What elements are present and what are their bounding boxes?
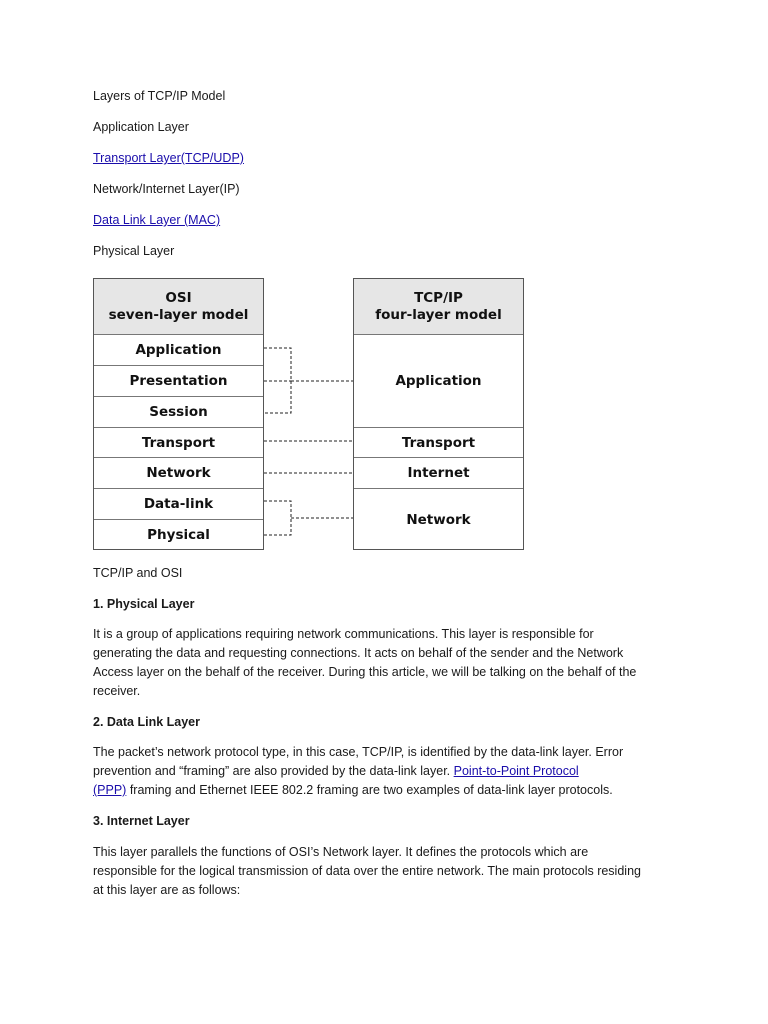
paragraph-line: at this layer are as follows:	[93, 883, 241, 897]
toc-link-datalink[interactable]: Data Link Layer (MAC)	[93, 213, 221, 227]
osi-layer-datalink: Data-link	[94, 488, 263, 519]
toc-item-network: Network/Internet Layer(IP)	[93, 182, 240, 196]
tcpip-header-subtitle: four-layer model	[375, 307, 502, 323]
osi-header-title: OSI	[165, 290, 192, 306]
osi-layer-session: Session	[94, 396, 263, 427]
toc-item-physical: Physical Layer	[93, 244, 175, 258]
section-physical-heading: 1. Physical Layer	[93, 597, 195, 611]
paragraph-line: receiver.	[93, 684, 141, 698]
paragraph-line	[93, 781, 683, 800]
toc-link-transport[interactable]: Transport Layer(TCP/UDP)	[93, 151, 244, 165]
paragraph-line: Access layer on the behalf of the receiver. During this article, we will be talking on the behalf of the	[93, 665, 637, 679]
ppp-link[interactable]: Point-to-Point Protocol	[453, 764, 579, 778]
tcpip-layer-internet: Internet	[354, 457, 523, 488]
paragraph-text: framing and Ethernet IEEE 802.2 framing are two examples of data-link layer protocols.	[126, 783, 613, 797]
paragraph-line: generating the data and requesting connections. It acts on behalf of the sender and the Network	[93, 646, 624, 660]
osi-header-subtitle: seven-layer model	[108, 307, 249, 323]
section-datalink-heading: 2. Data Link Layer	[93, 715, 200, 729]
tcpip-header	[354, 279, 523, 335]
osi-layer-presentation: Presentation	[94, 365, 263, 396]
toc-title: Layers of TCP/IP Model	[93, 89, 226, 103]
paragraph-line	[93, 762, 683, 781]
paragraph-text: prevention and “framing” are also provided by the data-link layer.	[93, 764, 454, 778]
diagram-caption: TCP/IP and OSI	[93, 566, 183, 580]
osi-layer-physical: Physical	[94, 519, 263, 550]
tcpip-layer-network: Network	[354, 488, 523, 550]
tcpip-layer-application: Application	[354, 334, 523, 427]
ppp-link-cont[interactable]: (PPP)	[93, 783, 127, 797]
section-datalink-body	[93, 743, 683, 800]
paragraph-line: It is a group of applications requiring network communications. This layer is responsible for	[93, 627, 594, 641]
paragraph-line: This layer parallels the functions of OSI’s Network layer. It defines the protocols which are	[93, 845, 589, 859]
osi-layer-application: Application	[94, 334, 263, 365]
osi-layer-network: Network	[94, 457, 263, 488]
tcpip-table	[353, 278, 524, 550]
section-internet-body	[93, 843, 683, 900]
section-internet-heading: 3. Internet Layer	[93, 814, 190, 828]
osi-layer-transport: Transport	[94, 427, 263, 457]
connector-network-bracket	[264, 501, 291, 535]
paragraph-line: The packet’s network protocol type, in this case, TCP/IP, is identified by the data-link layer. Error	[93, 745, 624, 759]
tcpip-header-title: TCP/IP	[414, 290, 463, 306]
connector-app-bracket	[264, 348, 291, 413]
osi-header	[94, 279, 263, 335]
tcpip-layer-transport: Transport	[354, 427, 523, 457]
section-physical-body	[93, 625, 683, 701]
toc-item-application: Application Layer	[93, 120, 189, 134]
osi-table	[93, 278, 264, 550]
paragraph-line: responsible for the logical transmission of data over the entire network. The main protocols residing	[93, 864, 641, 878]
